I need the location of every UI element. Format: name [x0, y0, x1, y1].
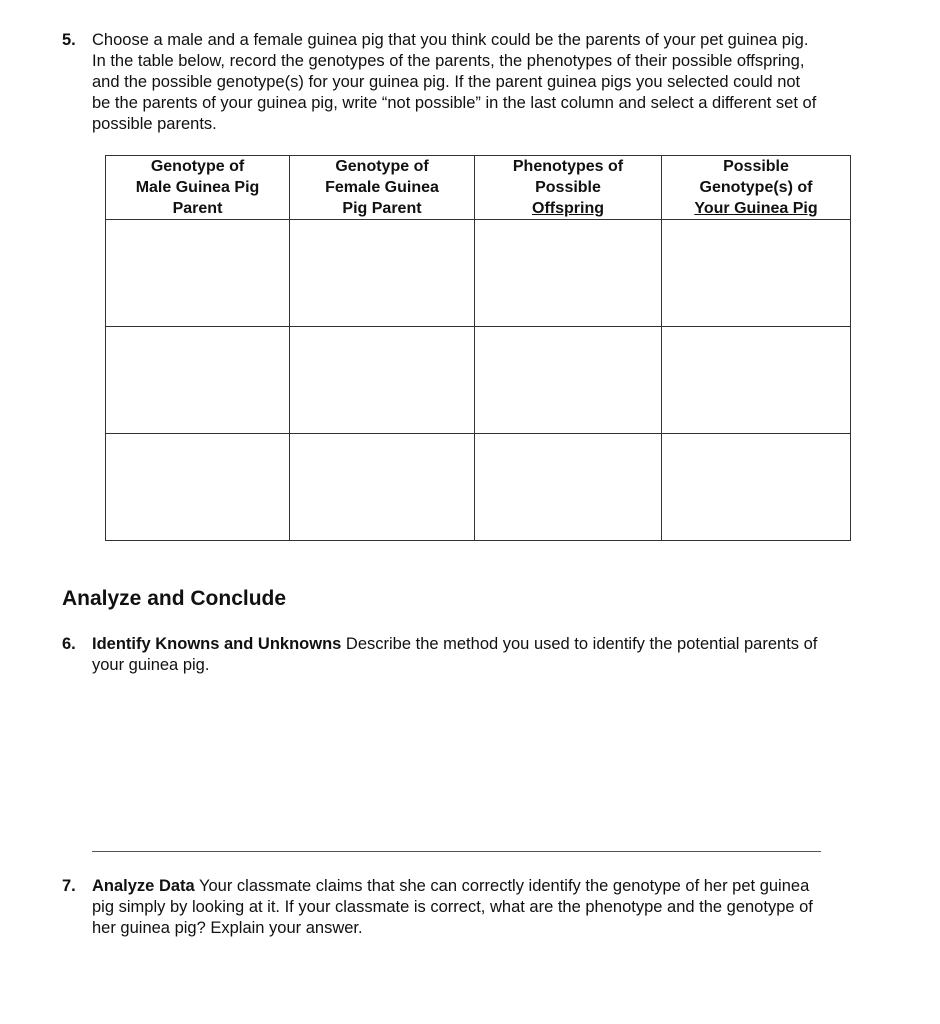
question-6-lead: Identify Knowns and Unknowns — [92, 635, 342, 653]
header-line: Possible — [723, 158, 789, 175]
question-5-text: Choose a male and a female guinea pig that you think could be the parents of your pet guinea pig. In the table below, record the genotypes of the parents, the phenotypes of their possible offspring, and the possible genotype(s) for your guinea pig. If the parent guinea pigs you selected could not be the parents of your guinea pig, write “not possible” in the last column and select a different set of possible parents. — [92, 31, 817, 133]
table-row — [106, 327, 851, 434]
question-6-number: 6. — [62, 635, 76, 653]
header-possible-genotypes — [662, 156, 851, 220]
question-6 — [62, 634, 822, 676]
table-cell[interactable] — [290, 434, 475, 541]
table-row — [106, 434, 851, 541]
header-line: Female Guinea — [325, 179, 439, 196]
header-line: Genotype(s) of — [699, 179, 813, 196]
question-7-number: 7. — [62, 877, 76, 895]
header-line: Genotype of — [150, 158, 245, 175]
question-7-text: Your classmate claims that she can correctly identify the genotype of her pet guinea pig simply by looking at it. If your classmate is correct, what are the phenotype and the genotype of her guinea pig? Explain your answer. — [92, 877, 813, 937]
question-6-text: Describe the method you used to identify the potential parents of your guinea pig. — [92, 635, 818, 674]
question-7-lead: Analyze Data — [92, 877, 195, 895]
question-7 — [62, 876, 822, 939]
header-line: Possible — [535, 179, 601, 196]
table-cell[interactable] — [106, 434, 290, 541]
table-cell[interactable] — [475, 220, 662, 327]
question-7-body — [62, 876, 822, 939]
header-line: Offspring — [532, 200, 604, 217]
answer-line[interactable] — [92, 851, 821, 852]
header-line: Phenotypes of — [512, 158, 624, 175]
question-5-number: 5. — [62, 31, 76, 49]
table-cell[interactable] — [475, 434, 662, 541]
parents-table — [105, 155, 851, 541]
table-cell[interactable] — [290, 327, 475, 434]
table-cell[interactable] — [290, 220, 475, 327]
table-cell[interactable] — [662, 220, 851, 327]
table-header-row — [106, 156, 851, 220]
table-cell[interactable] — [662, 434, 851, 541]
header-female-parent-genotype — [290, 156, 475, 220]
table-cell[interactable] — [106, 327, 290, 434]
header-line: Male Guinea Pig — [135, 179, 260, 196]
header-line: Pig Parent — [342, 200, 422, 217]
section-heading: Analyze and Conclude — [62, 587, 287, 610]
header-offspring-phenotypes — [475, 156, 662, 220]
table-row — [106, 220, 851, 327]
question-5 — [62, 30, 822, 135]
header-line: Genotype of — [335, 158, 429, 175]
question-6-body — [62, 634, 822, 676]
header-line: Your Guinea Pig — [694, 200, 818, 217]
header-male-parent-genotype — [106, 156, 290, 220]
table-cell[interactable] — [475, 327, 662, 434]
table-cell[interactable] — [106, 220, 290, 327]
header-line: Parent — [172, 200, 223, 217]
table-cell[interactable] — [662, 327, 851, 434]
